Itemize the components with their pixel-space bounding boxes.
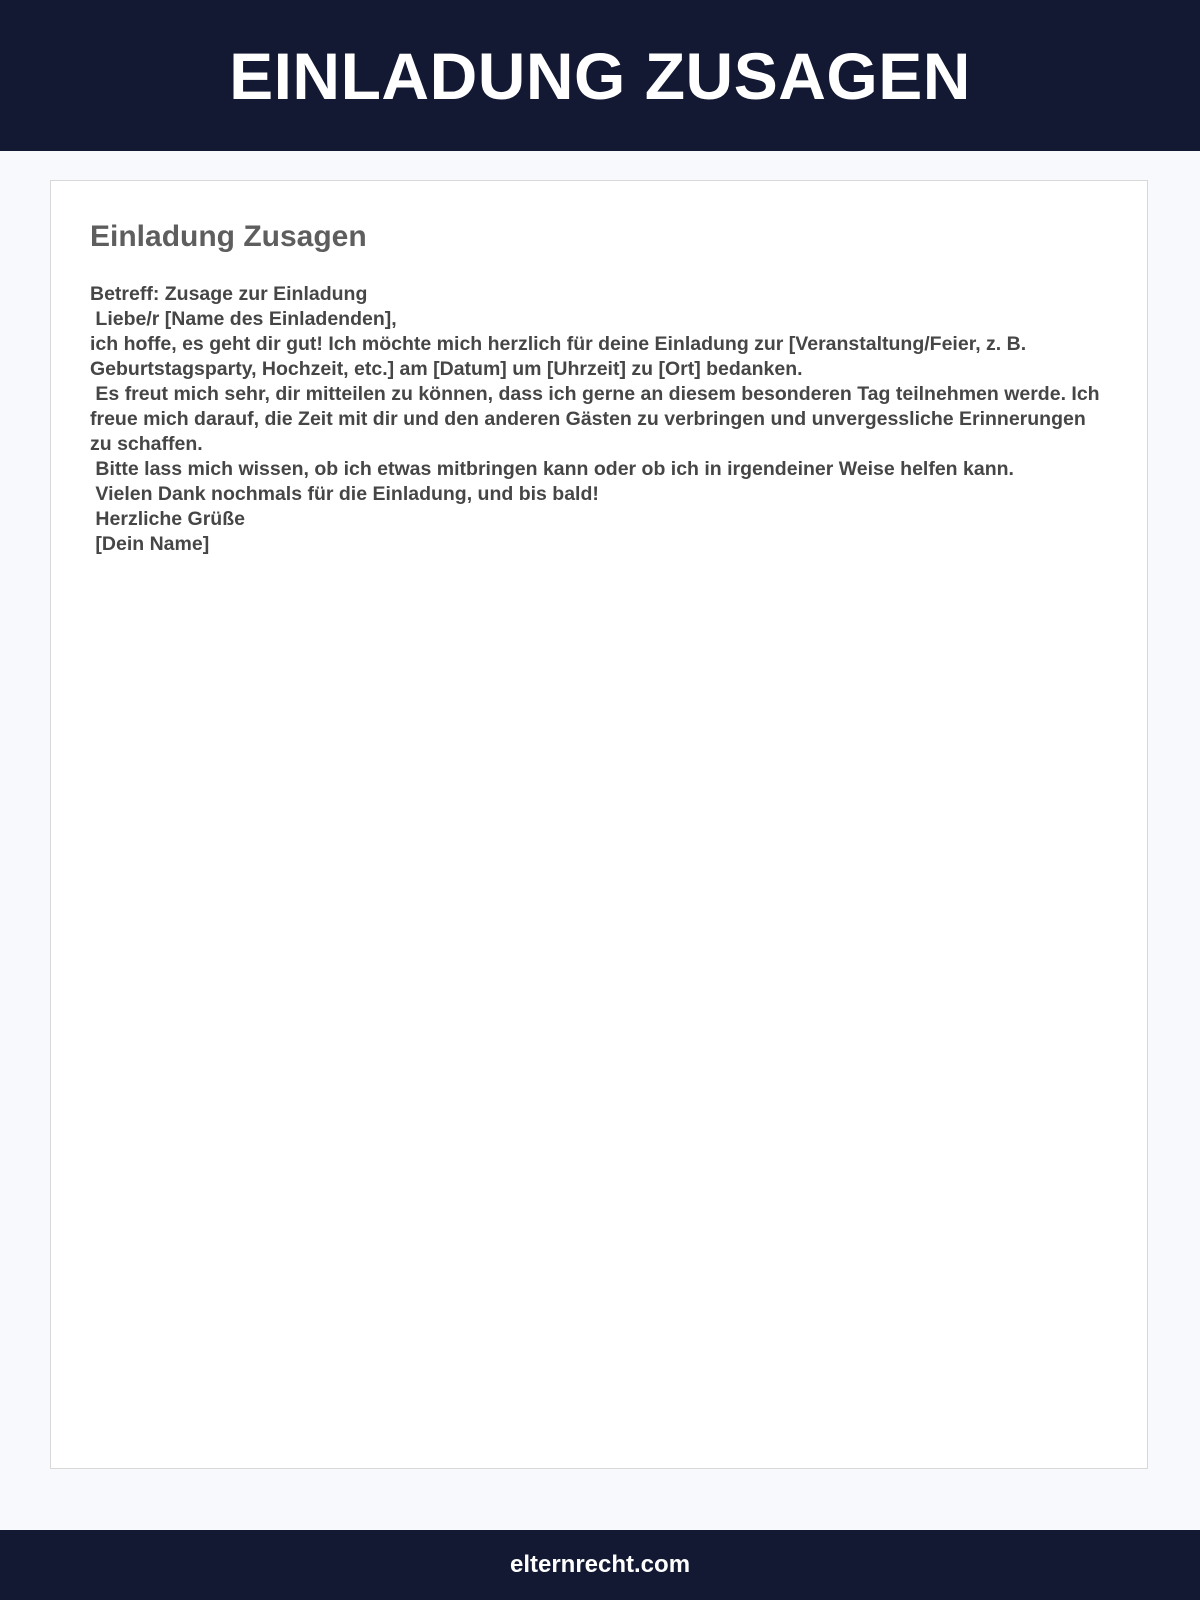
page-header [0, 0, 1200, 151]
letter-line: Bitte lass mich wissen, ob ich etwas mitbringen kann oder ob ich in irgendeiner Weise helfen kann. [90, 458, 1014, 480]
footer-site-name: elternrecht.com [509, 1551, 691, 1578]
letter-line: Liebe/r [Name des Einladenden], [90, 308, 397, 330]
letter-line: ich hoffe, es geht dir gut! Ich möchte mich herzlich für deine Einladung zur [Veranstaltung/Feier, z. B. Geburtstagsparty, Hochzeit, etc.] am [Datum] um [Uhrzeit] zu [Ort] bedanken. [90, 333, 1032, 380]
letter-line: Vielen Dank nochmals für die Einladung, und bis bald! [90, 483, 599, 505]
page-title: EINLADUNG ZUSAGEN [229, 38, 971, 113]
letter-line: Herzliche Grüße [90, 508, 245, 530]
letter-line: Es freut mich sehr, dir mitteilen zu können, dass ich gerne an diesem besonderen Tag teilnehmen werde. Ich freue mich darauf, die Zeit mit dir und den anderen Gästen zu verbringen und unvergessliche Erinnerungen zu schaffen. [90, 383, 1105, 455]
letter-card [50, 180, 1148, 1469]
letter-line: Betreff: Zusage zur Einladung [90, 283, 368, 305]
letter-heading: Einladung Zusagen [90, 220, 367, 253]
letter-body [90, 282, 1108, 557]
page-footer [0, 1530, 1200, 1600]
letter-line: [Dein Name] [90, 533, 210, 555]
